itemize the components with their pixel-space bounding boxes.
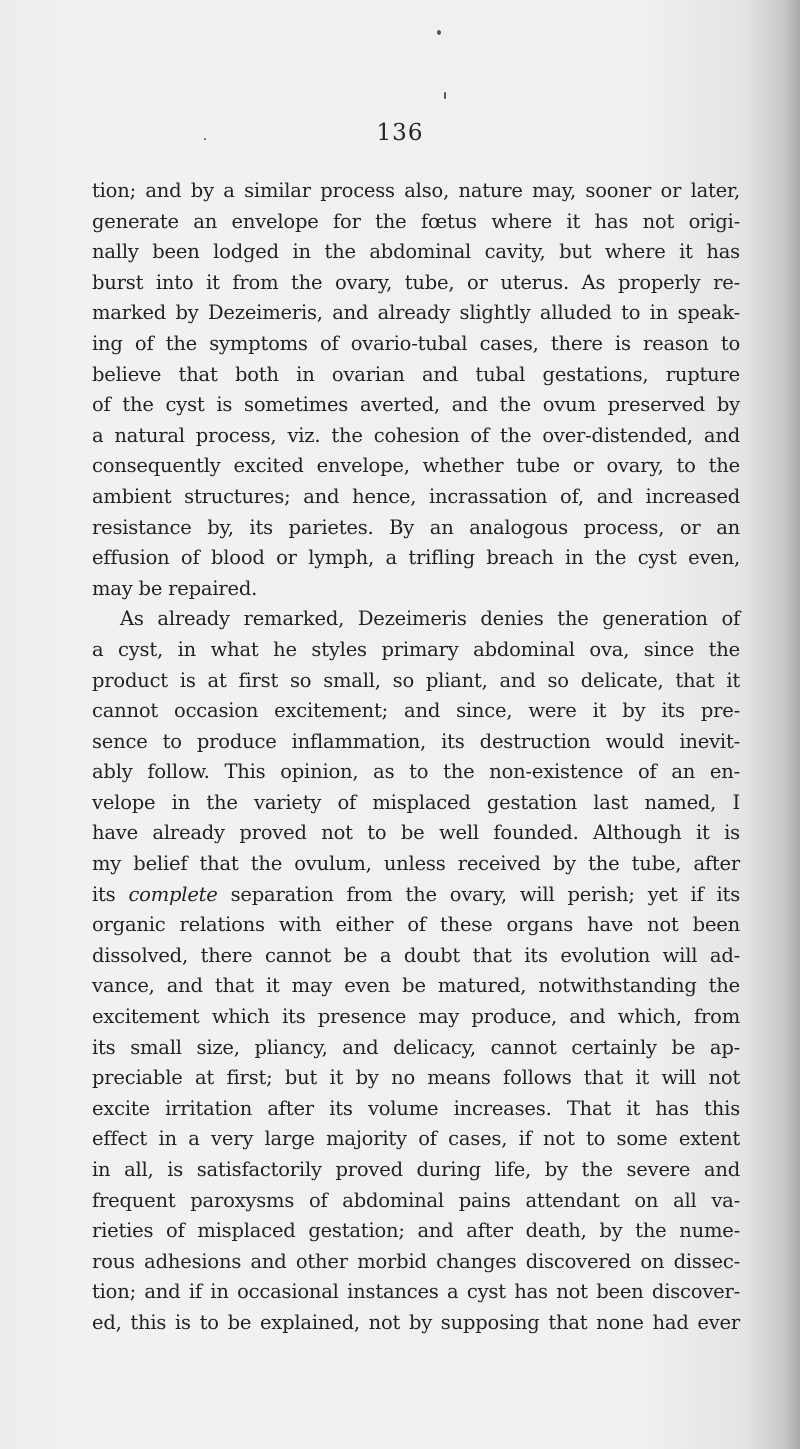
text-line: tion; and by a similar process also, nature may, sooner or later, bbox=[92, 179, 740, 202]
text-line: marked by Dezeimeris, and already slightly alluded to in speak- bbox=[92, 301, 740, 325]
body-text bbox=[92, 176, 740, 1339]
text-line: of the cyst is sometimes averted, and the ovum preserved by bbox=[92, 393, 740, 417]
text-line: excite irritation after its volume increases. That it has this bbox=[92, 1096, 740, 1120]
text-line: generate an envelope for the fœtus where it has not origi- bbox=[92, 209, 740, 233]
text-line: ably follow. This opinion, as to the non-existence of an en- bbox=[92, 760, 740, 784]
text-line: its small size, pliancy, and delicacy, cannot certainly be ap- bbox=[92, 1035, 740, 1059]
text-line: organic relations with either of these organs have not been bbox=[92, 913, 740, 937]
text-line: vance, and that it may even be matured, notwithstanding the bbox=[92, 974, 740, 998]
paragraph-first-line: As already remarked, Dezeimeris denies the generation of bbox=[120, 607, 740, 631]
text-line bbox=[92, 880, 740, 911]
text-segment: its bbox=[92, 882, 129, 906]
text-line: rieties of misplaced gestation; and after death, by the nume- bbox=[92, 1219, 740, 1243]
text-line: dissolved, there cannot be a doubt that its evolution will ad- bbox=[92, 943, 740, 967]
text-line: preciable at first; but it by no means follows that it will not bbox=[92, 1066, 740, 1090]
text-line: burst into it from the ovary, tube, or uterus. As properly re- bbox=[92, 270, 740, 294]
text-line: effect in a very large majority of cases, if not to some extent bbox=[92, 1127, 740, 1151]
text-segment: separation from the ovary, will perish; yet if its bbox=[217, 882, 740, 906]
text-line: excitement which its presence may produce, and which, from bbox=[92, 1005, 740, 1029]
text-line: a natural process, viz. the cohesion of the over-distended, and bbox=[92, 423, 740, 447]
ink-speck bbox=[444, 92, 446, 99]
text-line: ing of the symptoms of ovario-tubal cases, there is reason to bbox=[92, 331, 740, 355]
text-line: my belief that the ovulum, unless received by the tube, after bbox=[92, 852, 740, 876]
text-line: tion; and if in occasional instances a cyst has not been discover- bbox=[92, 1280, 740, 1304]
text-line: consequently excited envelope, whether tube or ovary, to the bbox=[92, 454, 740, 478]
text-line: in all, is satisfactorily proved during life, by the severe and bbox=[92, 1158, 740, 1181]
text-line: velope in the variety of misplaced gestation last named, I bbox=[92, 790, 740, 814]
text-line: cannot occasion excitement; and since, were it by its pre- bbox=[92, 699, 740, 723]
text-line: resistance by, its parietes. By an analogous process, or an bbox=[92, 515, 740, 539]
text-line: frequent paroxysms of abdominal pains attendant on all va- bbox=[92, 1188, 740, 1212]
text-line: ambient structures; and hence, incrassation of, and increased bbox=[92, 484, 740, 508]
text-line: may be repaired. bbox=[92, 576, 258, 600]
text-line: believe that both in ovarian and tubal gestations, rupture bbox=[92, 362, 740, 386]
text-line: nally been lodged in the abdominal cavity, but where it has bbox=[92, 240, 740, 264]
text-line: rous adhesions and other morbid changes discovered on dissec- bbox=[92, 1249, 740, 1273]
text-line: sence to produce inflammation, its destruction would inevit- bbox=[92, 729, 740, 753]
italic-word: complete bbox=[128, 882, 218, 906]
text-line: have already proved not to be well founded. Although it is bbox=[92, 821, 740, 845]
text-line: product is at first so small, so pliant, and so delicate, that it bbox=[92, 668, 740, 692]
ink-speck bbox=[437, 30, 441, 35]
text-line: a cyst, in what he styles primary abdominal ova, since the bbox=[92, 637, 740, 661]
text-line: effusion of blood or lymph, a trifling breach in the cyst even, bbox=[92, 546, 740, 570]
text-line: ed, this is to be explained, not by supposing that none had ever bbox=[92, 1310, 740, 1334]
page-number: 136 bbox=[376, 120, 424, 146]
